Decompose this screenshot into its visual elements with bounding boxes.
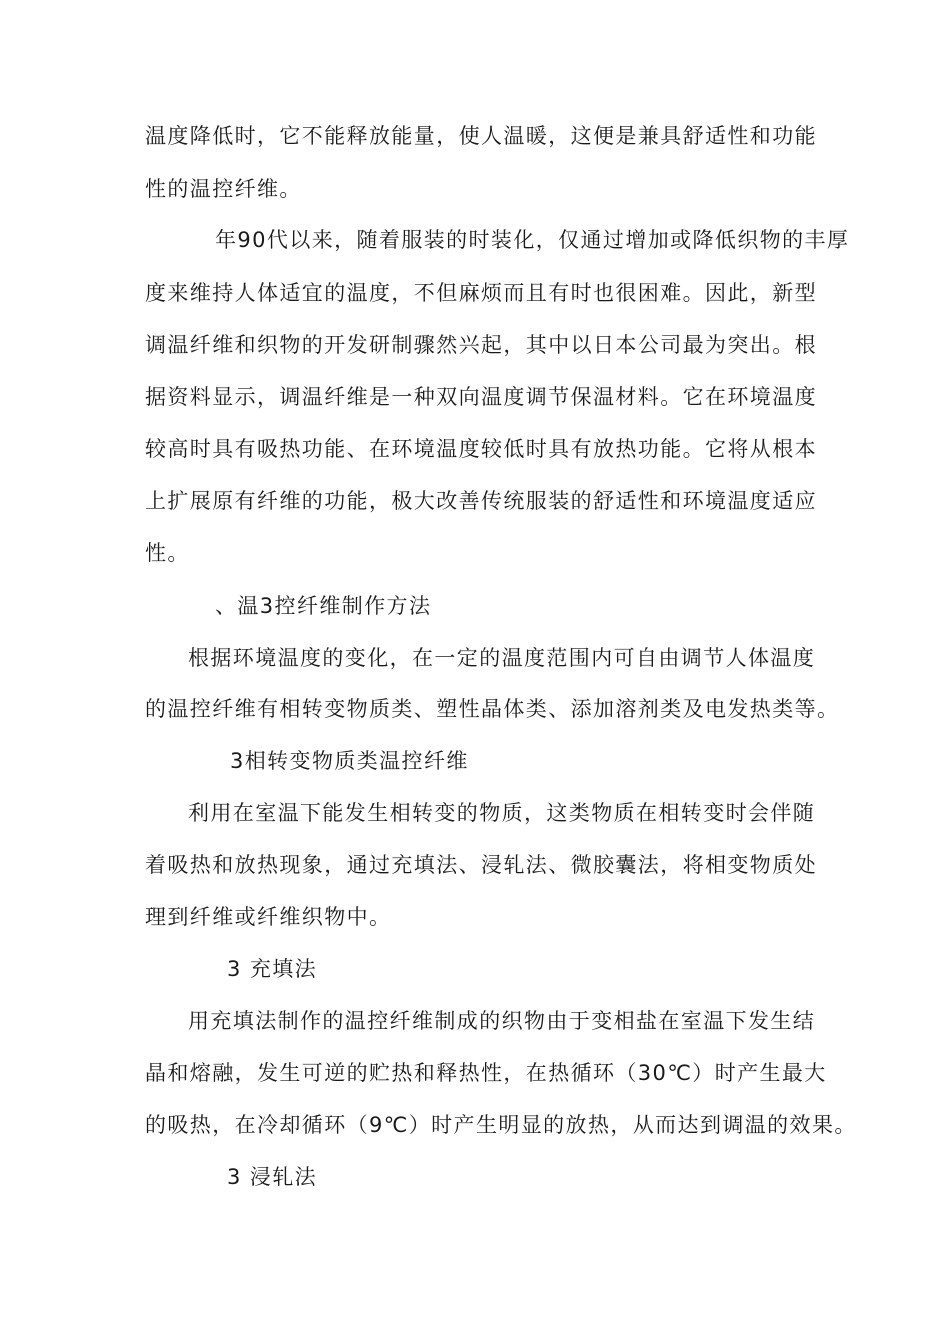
paragraph-line: 性。 <box>145 541 190 565</box>
paragraph-line: 理到纤维或纤维织物中。 <box>145 905 392 929</box>
paragraph-line: 调温纤维和织物的开发研制骤然兴起，其中以日本公司最为突出。根 <box>145 333 817 357</box>
paragraph-line: 用充填法制作的温控纤维制成的织物由于变相盐在室温下发生结 <box>188 1009 816 1033</box>
paragraph-line: 着吸热和放热现象，通过充填法、浸轧法、微胶囊法，将相变物质处 <box>145 853 817 877</box>
paragraph-line: 较高时具有吸热功能、在环境温度较低时具有放热功能。它将从根本 <box>145 437 817 461</box>
subsection-heading: 3相转变物质类温控纤维 <box>230 749 469 773</box>
paragraph-line: 利用在室温下能发生相转变的物质，这类物质在相转变时会伴随 <box>188 801 816 825</box>
subsection-heading: 3 浸轧法 <box>227 1165 318 1189</box>
paragraph-line: 上扩展原有纤维的功能，极大改善传统服装的舒适性和环境温度适应 <box>145 489 817 513</box>
paragraph-line: 温度降低时，它不能释放能量，使人温暖，这便是兼具舒适性和功能 <box>145 124 817 148</box>
paragraph-line: 年90代以来，随着服装的时装化，仅通过增加或降低织物的丰厚 <box>215 228 850 252</box>
paragraph-line: 据资料显示，调温纤维是一种双向温度调节保温材料。它在环境温度 <box>145 385 817 409</box>
paragraph-line: 性的温控纤维。 <box>145 177 302 201</box>
paragraph-line: 的吸热，在冷却循环（9℃）时产生明显的放热，从而达到调温的效果。 <box>145 1113 857 1137</box>
subsection-heading: 3 充填法 <box>227 957 318 981</box>
paragraph-line: 晶和熔融，发生可逆的贮热和释热性，在热循环（30℃）时产生最大 <box>145 1061 827 1085</box>
paragraph-line: 度来维持人体适宜的温度，不但麻烦而且有时也很困难。因此，新型 <box>145 281 817 305</box>
paragraph-line: 根据环境温度的变化，在一定的温度范围内可自由调节人体温度 <box>188 646 816 670</box>
section-heading: 、温3控纤维制作方法 <box>215 594 432 618</box>
paragraph-line: 的温控纤维有相转变物质类、塑性晶体类、添加溶剂类及电发热类等。 <box>145 697 840 721</box>
